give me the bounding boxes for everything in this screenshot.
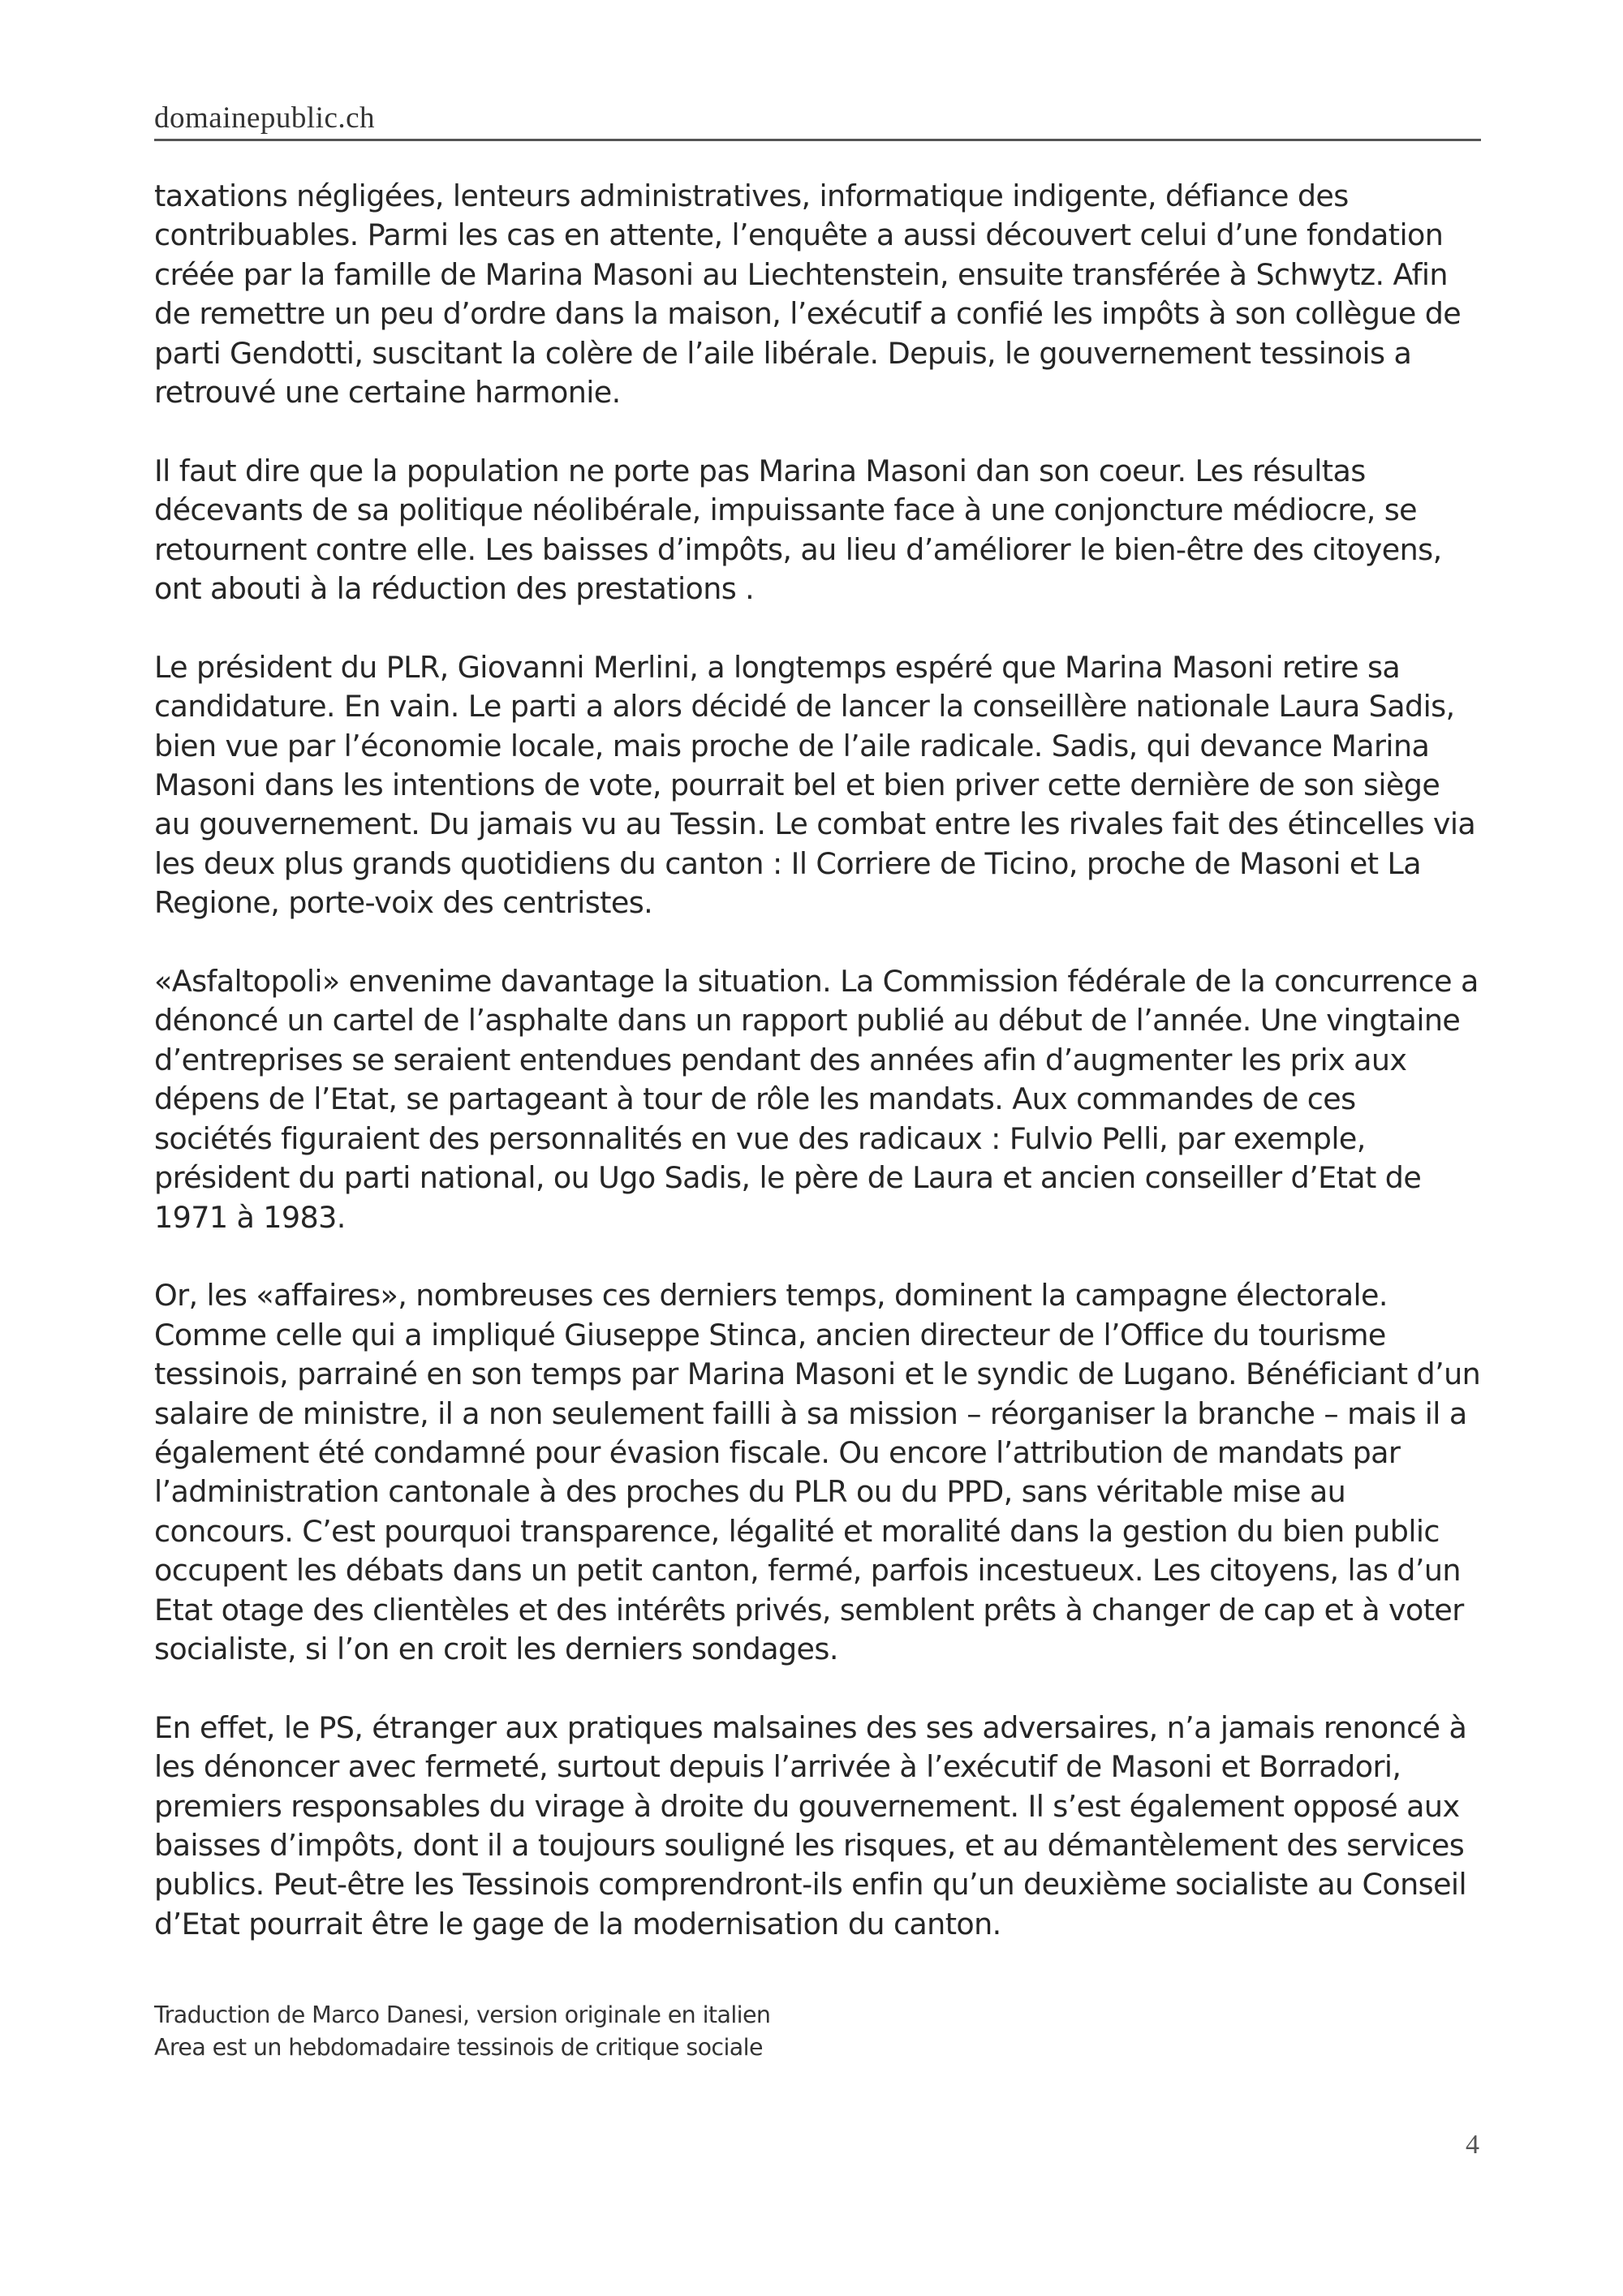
paragraph-2: Il faut dire que la population ne porte pas Marina Masoni dan son coeur. Les résultas décevants de sa politique néolibérale, impuissante face à une conjoncture médiocre, se retournent contre elle. Les baisses d’impôts, au lieu d’améliorer le bien-être des citoyens, ont abouti à la réduction des prestations . [154,453,1442,607]
paragraph-3: Le président du PLR, Giovanni Merlini, a longtemps espéré que Marina Masoni retire sa candidature. En vain. Le parti a alors décidé de lancer la conseillère nationale Laura Sadis, bien vue par l’économie locale, mais proche de l’aile radicale. Sadis, qui devance Marina Masoni dans les intentions de vote, pourrait bel et bien priver cette dernière de son siège au gouvernement. Du jamais vu au Tessin. Le combat entre les rivales fait des étincelles via les deux plus grands quotidiens du canton : Il Corriere de Ticino, proche de Masoni et La Regione, porte-voix des centristes. [154,649,1476,921]
page-header [154,96,1481,141]
area-note: Area est un hebdomadaire tessinois de critique sociale [154,2034,763,2061]
paragraph-1: taxations négligées, lenteurs administratives, informatique indigente, défiance des contribuables. Parmi les cas en attente, l’enquête a aussi découvert celui d’une fondation créée par la famille de Marina Masoni au Liechtenstein, ensuite transférée à Schwytz. Afin de remettre un peu d’ordre dans la maison, l’exécutif a confié les impôts à son collègue de parti Gendotti, suscitant la colère de l’aile libérale. Depuis, le gouvernement tessinois a retrouvé une certaine harmonie. [154,178,1462,411]
article-body [154,177,1481,1984]
site-name: domainepublic.ch [154,101,376,135]
footnotes [154,1999,1481,2064]
page-number: 4 [1466,2130,1479,2160]
paragraph-5: Or, les «affaires», nombreuses ces derniers temps, dominent la campagne électorale. Comme celle qui a impliqué Giuseppe Stinca, ancien directeur de l’Office du tourisme tessinois, parrainé en son temps par Marina Masoni et le syndic de Lugano. Bénéficiant d’un salaire de ministre, il a non seulement failli à sa mission – réorganiser la branche – mais il a également été condamné pour évasion fiscale. Ou encore l’attribution de mandats par l’administration cantonale à des proches du PLR ou du PPD, sans véritable mise au concours. C’est pourquoi transparence, légalité et moralité dans la gestion du bien public occupent les débats dans un petit canton, fermé, parfois incestueux. Les citoyens, las d’un Etat otage des clientèles et des intérêts privés, semblent prêts à changer de cap et à voter socialiste, si l’on en croit les derniers sondages. [154,1278,1481,1666]
translation-credit: Traduction de Marco Danesi, version originale en italien [154,2001,771,2028]
paragraph-4: «Asfaltopoli» envenime davantage la situation. La Commission fédérale de la concurrence a dénoncé un cartel de l’asphalte dans un rapport publié au début de l’année. Une vingtaine d’entreprises se seraient entendues pendant des années afin d’augmenter les prix aux dépens de l’Etat, se partageant à tour de rôle les mandats. Aux commandes de ces sociétés figuraient des personnalités en vue des radicaux : Fulvio Pelli, par exemple, président du parti national, ou Ugo Sadis, le père de Laura et ancien conseiller d’Etat de 1971 à 1983. [154,964,1479,1235]
paragraph-6: En effet, le PS, étranger aux pratiques malsaines des ses adversaires, n’a jamais renoncé à les dénoncer avec fermeté, surtout depuis l’arrivée à l’exécutif de Masoni et Borradori, premiers responsables du virage à droite du gouvernement. Il s’est également opposé aux baisses d’impôts, dont il a toujours souligné les risques, et au démantèlement des services publics. Peut-être les Tessinois comprendront-ils enfin qu’un deuxième socialiste au Conseil d’Etat pourrait être le gage de la modernisation du canton. [154,1709,1467,1941]
